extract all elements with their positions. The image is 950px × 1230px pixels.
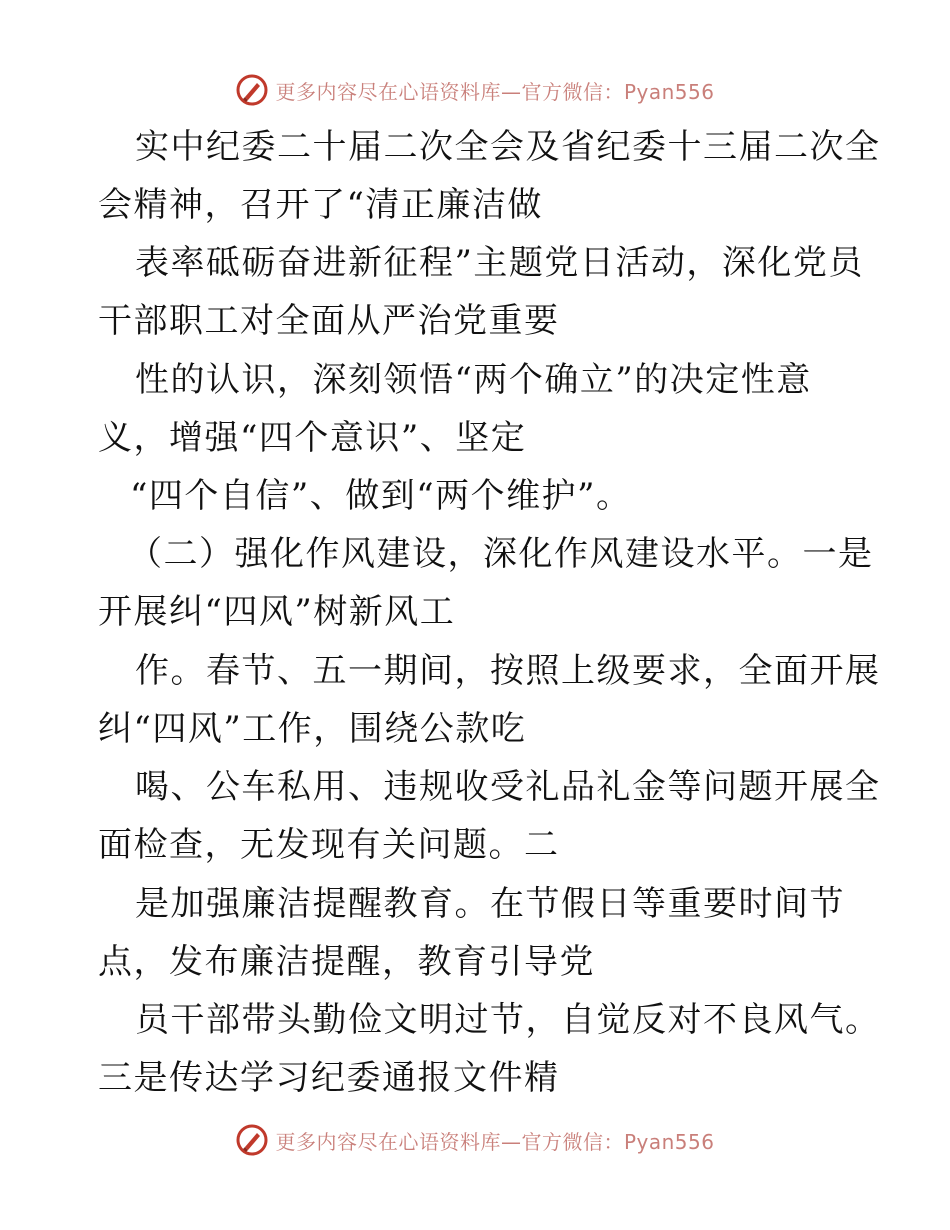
pen-logo-icon [235, 1123, 269, 1157]
text-line: 干部职工对全面从严治党重要 [98, 301, 560, 341]
text-line: 喝、公车私用、违规收受礼品礼金等问题开展全 [135, 767, 881, 807]
text-line: （二）强化作风建设，深化作风建设水平。一是 [128, 534, 874, 574]
text-line: 表率砥砺奋进新征程”主题党日活动，深化党员 [135, 243, 864, 283]
text-line: 面检查，无发现有关问题。二 [98, 825, 560, 865]
text-line: 纠“四风”工作，围绕公款吃 [98, 709, 527, 749]
watermark-text: 更多内容尽在心语资料库—官方微信：Pyan556 [275, 1129, 715, 1154]
text-line: 是加强廉洁提醒教育。在节假日等重要时间节 [135, 884, 845, 924]
footer-watermark [0, 1120, 950, 1160]
header-watermark [0, 70, 950, 110]
text-line: “四个自信”、做到“两个维护”。 [130, 476, 632, 516]
text-line: 作。春节、五一期间，按照上级要求，全面开展 [135, 651, 881, 691]
watermark-text: 更多内容尽在心语资料库—官方微信：Pyan556 [275, 79, 715, 104]
text-line: 义，增强“四个意识”、坚定 [98, 418, 527, 458]
text-line: 性的认识，深刻领悟“两个确立”的决定性意 [135, 360, 812, 400]
text-line: 点，发布廉洁提醒，教育引导党 [98, 942, 595, 982]
text-line: 员干部带头勤俭文明过节，自觉反对不良风气。 [135, 1000, 881, 1040]
text-line: 实中纪委二十届二次全会及省纪委十三届二次全 [135, 127, 881, 167]
text-line: 三是传达学习纪委通报文件精 [98, 1058, 560, 1098]
text-line: 开展纠“四风”树新风工 [98, 592, 456, 632]
pen-logo-icon [235, 73, 269, 107]
text-line: 会精神，召开了“清正廉洁做 [98, 185, 543, 225]
